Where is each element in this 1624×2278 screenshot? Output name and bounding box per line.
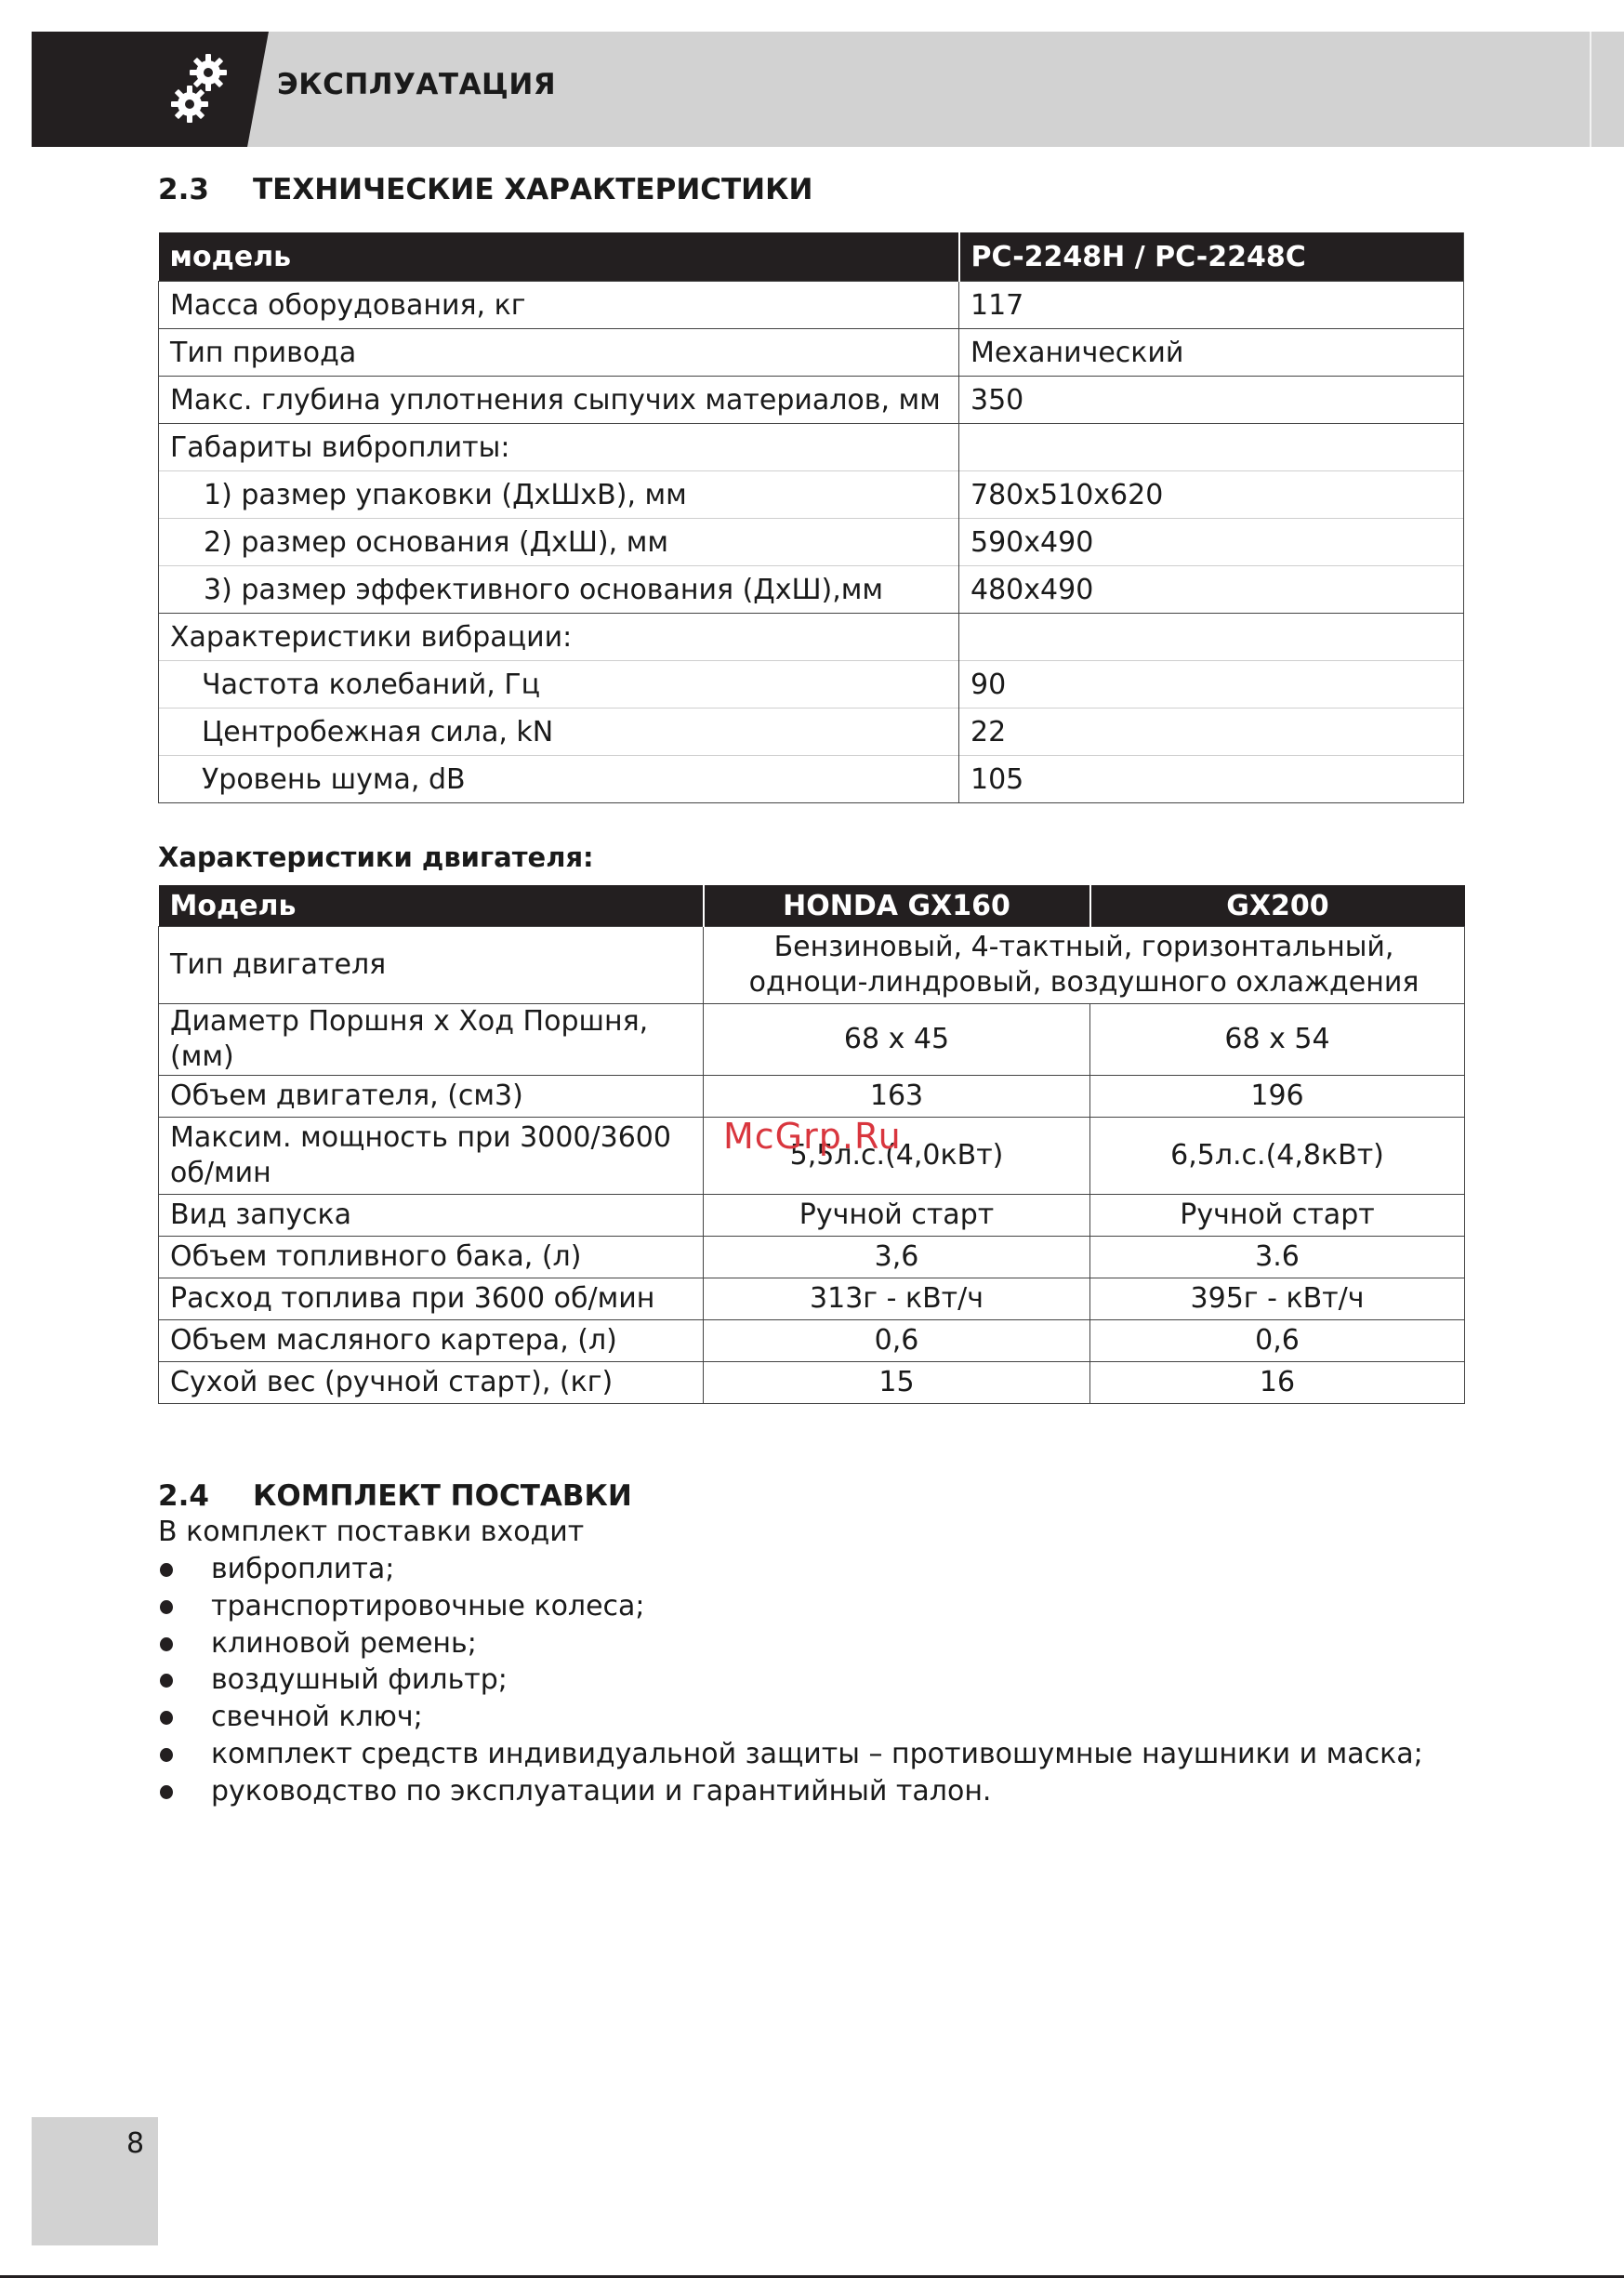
- spec-label: Габариты виброплиты:: [159, 424, 959, 471]
- table-row: [159, 1278, 1465, 1320]
- spec-value: 590x490: [959, 519, 1464, 566]
- spec-value: [959, 614, 1464, 661]
- section-specs-number: 2.3: [158, 173, 209, 206]
- list-item: [158, 1551, 1423, 1588]
- table-row: [159, 1362, 1465, 1404]
- engine-label: Расход топлива при 3600 об/мин: [159, 1278, 704, 1320]
- engine-value-gx200: Ручной старт: [1090, 1195, 1465, 1237]
- spec-label: 2) размер основания (ДхШ), мм: [159, 519, 959, 566]
- table-row: [159, 282, 1464, 329]
- engine-header-gx160: HONDA GX160: [704, 885, 1090, 927]
- section-kit-title: [158, 1479, 632, 1513]
- section-kit-label: КОМПЛЕКТ ПОСТАВКИ: [253, 1479, 632, 1513]
- spec-label: Уровень шума, dB: [159, 756, 959, 803]
- list-item: [158, 1699, 1423, 1736]
- engine-header-model: Модель: [159, 885, 704, 927]
- section-kit-number: 2.4: [158, 1479, 209, 1513]
- list-item: [158, 1662, 1423, 1699]
- spec-label: Центробежная сила, kN: [159, 709, 959, 756]
- bullet-icon: [160, 1711, 173, 1725]
- spec-header-model: модель: [159, 232, 959, 282]
- table-row: [159, 329, 1464, 377]
- engine-label: Объем топливного бака, (л): [159, 1237, 704, 1278]
- bullet-icon: [160, 1748, 173, 1762]
- list-item-text: транспортировочные колеса;: [211, 1589, 645, 1622]
- engine-label: Сухой вес (ручной старт), (кг): [159, 1362, 704, 1404]
- engine-value-gx200: 68 x 54: [1090, 1004, 1465, 1076]
- spec-label: 3) размер эффективного основания (ДхШ),мм: [159, 566, 959, 614]
- engine-label: Объем масляного картера, (л): [159, 1320, 704, 1362]
- kit-intro: В комплект поставки входит: [158, 1516, 585, 1548]
- spec-label: Частота колебаний, Гц: [159, 661, 959, 709]
- header-divider: [1590, 32, 1591, 147]
- watermark: McGrp.Ru: [723, 1116, 902, 1157]
- spec-label: Макс. глубина уплотнения сыпучих материалов, мм: [159, 377, 959, 424]
- engine-value-gx200: 16: [1090, 1362, 1465, 1404]
- page-number: 8: [126, 2127, 145, 2160]
- bullet-icon: [160, 1674, 173, 1688]
- table-row: [159, 377, 1464, 424]
- engine-type-value: Бензиновый, 4-тактный, горизонтальный, одноци-линдровый, воздушного охлаждения: [704, 927, 1465, 1004]
- gears-icon: [167, 50, 237, 129]
- engine-value-gx160: 15: [704, 1362, 1090, 1404]
- list-item-text: клиновой ремень;: [211, 1626, 477, 1660]
- table-row: [159, 471, 1464, 519]
- bullet-icon: [160, 1563, 173, 1577]
- table-row: [159, 614, 1464, 661]
- engine-heading: Характеристики двигателя:: [158, 841, 594, 873]
- engine-value-gx200: 6,5л.с.(4,8кВт): [1090, 1118, 1465, 1195]
- spec-value: 480x490: [959, 566, 1464, 614]
- list-item: [158, 1588, 1423, 1625]
- bullet-icon: [160, 1785, 173, 1799]
- list-item-text: воздушный фильтр;: [211, 1663, 508, 1697]
- table-row: [159, 566, 1464, 614]
- list-item-text: виброплита;: [211, 1553, 395, 1585]
- list-item: [158, 1773, 1423, 1810]
- list-item: [158, 1736, 1423, 1773]
- engine-value-gx200: 0,6: [1090, 1320, 1465, 1362]
- spec-value: 105: [959, 756, 1464, 803]
- table-row: [159, 1237, 1465, 1278]
- kit-list: [158, 1551, 1423, 1810]
- spec-value: 22: [959, 709, 1464, 756]
- spec-value: 117: [959, 282, 1464, 329]
- table-row: [159, 1320, 1465, 1362]
- engine-value-gx160: 163: [704, 1076, 1090, 1118]
- spec-value: 350: [959, 377, 1464, 424]
- table-row: [159, 1004, 1465, 1076]
- spec-label: Характеристики вибрации:: [159, 614, 959, 661]
- engine-label: Максим. мощность при 3000/3600 об/мин: [159, 1118, 704, 1195]
- spec-table: [158, 232, 1464, 803]
- spec-value: 780x510x620: [959, 471, 1464, 519]
- header-title: ЭКСПЛУАТАЦИЯ: [277, 68, 557, 101]
- spec-value: 90: [959, 661, 1464, 709]
- engine-label: Диаметр Поршня х Ход Поршня, (мм): [159, 1004, 704, 1076]
- engine-value-gx160: Ручной старт: [704, 1195, 1090, 1237]
- engine-value-gx200: 3.6: [1090, 1237, 1465, 1278]
- table-row: [159, 661, 1464, 709]
- engine-value-gx200: 395г - кВт/ч: [1090, 1278, 1465, 1320]
- spec-value: Механический: [959, 329, 1464, 377]
- engine-value-gx160: 3,6: [704, 1237, 1090, 1278]
- section-specs-label: ТЕХНИЧЕСКИЕ ХАРАКТЕРИСТИКИ: [253, 173, 813, 206]
- engine-label: Вид запуска: [159, 1195, 704, 1237]
- table-row: [159, 424, 1464, 471]
- engine-label: Тип двигателя: [159, 927, 704, 1004]
- table-row: [159, 519, 1464, 566]
- table-row: [159, 709, 1464, 756]
- list-item-text: комплект средств индивидуальной защиты – противошумные наушники и маска;: [211, 1737, 1423, 1770]
- table-row: [159, 756, 1464, 803]
- spec-header-value: PC-2248H / PC-2248C: [959, 232, 1464, 282]
- engine-value-gx160: 313г - кВт/ч: [704, 1278, 1090, 1320]
- engine-value-gx160: 0,6: [704, 1320, 1090, 1362]
- engine-value-gx160: 5,5л.с.(4,0кВт): [704, 1118, 1090, 1195]
- table-row: [159, 1076, 1465, 1118]
- table-row: [159, 1195, 1465, 1237]
- list-item-text: руководство по эксплуатации и гарантийный талон.: [211, 1774, 992, 1808]
- table-row: [159, 927, 1465, 1004]
- engine-header-gx200: GX200: [1090, 885, 1465, 927]
- section-specs-title: [158, 173, 812, 206]
- spec-label: Тип привода: [159, 329, 959, 377]
- bullet-icon: [160, 1600, 173, 1614]
- header-band: [32, 32, 1624, 147]
- engine-value-gx160: 68 x 45: [704, 1004, 1090, 1076]
- engine-label: Объем двигателя, (см3): [159, 1076, 704, 1118]
- list-item-text: свечной ключ;: [211, 1701, 423, 1734]
- list-item: [158, 1625, 1423, 1662]
- spec-label: 1) размер упаковки (ДхШхВ), мм: [159, 471, 959, 519]
- spec-label: Масса оборудования, кг: [159, 282, 959, 329]
- bullet-icon: [160, 1637, 173, 1651]
- engine-value-gx200: 196: [1090, 1076, 1465, 1118]
- spec-value: [959, 424, 1464, 471]
